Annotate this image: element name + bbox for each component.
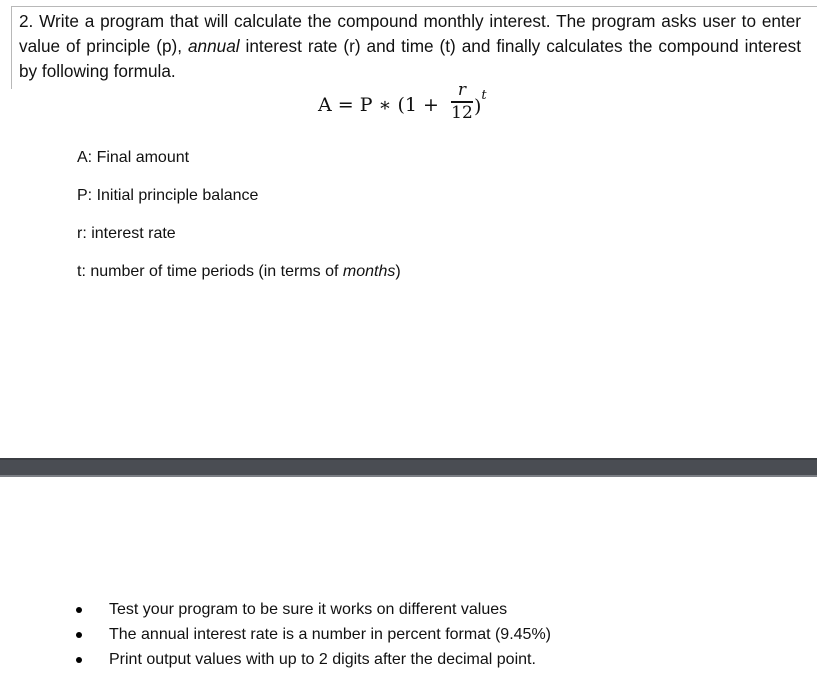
formula-close xyxy=(474,88,487,118)
bullet-icon xyxy=(76,632,82,638)
question-emphasis-annual: annual xyxy=(187,36,240,56)
formula-fraction xyxy=(449,80,475,123)
note-text: Test your program to be sure it works on different values xyxy=(109,601,508,618)
formula-exponent: t xyxy=(481,88,487,103)
note-text: The annual interest rate is a number in percent format (9.45%) xyxy=(109,626,551,643)
definition-time-text: t: number of time periods (in terms of xyxy=(77,263,343,280)
question-text xyxy=(19,9,801,84)
definition-time-periods xyxy=(77,262,401,300)
formula-numerator: r xyxy=(457,80,467,100)
page-divider xyxy=(0,458,817,477)
definition-time-emphasis: months xyxy=(342,263,396,280)
formula-close-paren: ) xyxy=(474,95,482,118)
formula-base: A = P ∗ (1 + xyxy=(318,94,439,116)
bullet-icon xyxy=(76,657,82,663)
definition-time-tail: ) xyxy=(395,263,401,280)
variable-definitions xyxy=(77,148,401,300)
question-text-part-2: interest rate (r) and time (t) and finally calculates the compound interest by following formula. xyxy=(19,36,801,81)
bullet-icon xyxy=(76,607,82,613)
note-text: Print output values with up to 2 digits after the decimal point. xyxy=(109,651,536,668)
question-text-part-1: 2. Write a program that will calculate the compound monthly interest. The program asks user to enter value of principle (p), xyxy=(19,11,801,56)
definition-principle: P: Initial principle balance xyxy=(77,187,259,204)
formula-denominator: 12 xyxy=(451,102,473,123)
definition-final-amount: A: Final amount xyxy=(77,149,190,166)
definition-interest-rate: r: interest rate xyxy=(77,225,176,242)
